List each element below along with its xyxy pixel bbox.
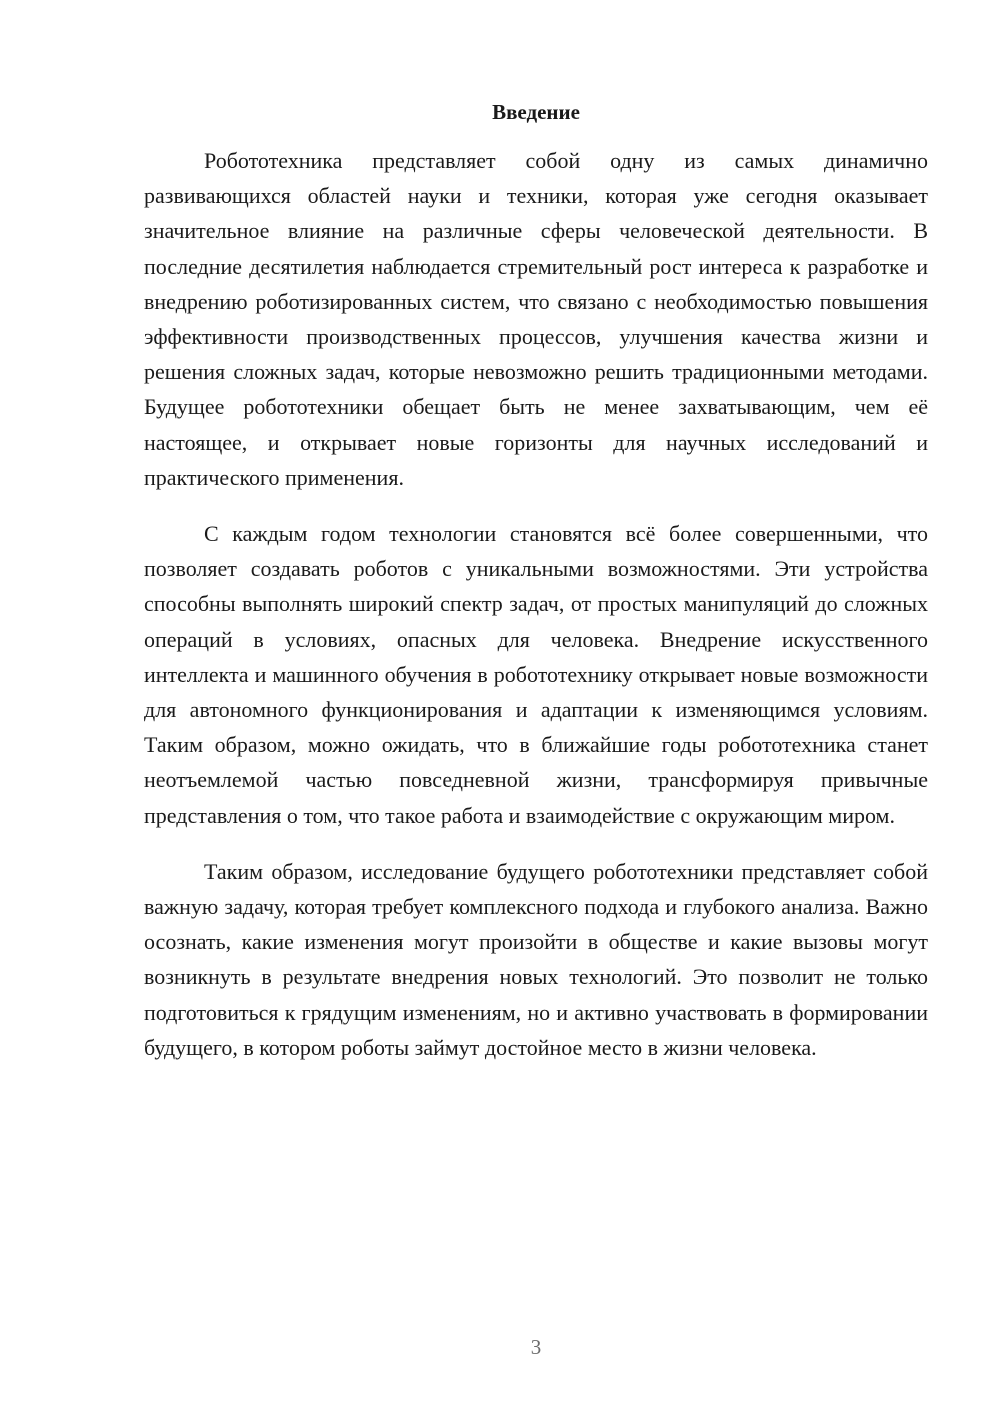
paragraph-3: Таким образом, исследование будущего робототехники представляет собой важную задачу, которая требует комплексного подхода и глубокого анализа. Важно осознать, какие изменения могут произойти в обществе и какие вызовы могут возникнуть в результате внедрения новых технологий. Это позволит не только подготовиться к грядущим изменениям, но и активно участвовать в формировании будущего, в котором роботы займут достойное место в жизни человека. xyxy=(144,858,928,1060)
body-text xyxy=(144,143,928,1086)
paragraph-2: С каждым годом технологии становятся всё более совершенными, что позволяет создавать роботов с уникальными возможностями. Эти устройства способны выполнять широкий спектр задач, от простых манипуляций до сложных операций в условиях, опасных для человека. Внедрение искусственного интеллекта и машинного обучения в робототехнику открывает новые возможности для автономного функционирования и адаптации к изменяющимся условиям. Таким образом, можно ожидать, что в ближайшие годы робототехника станет неотъемлемой частью повседневной жизни, трансформируя привычные представления о том, что такое работа и взаимодействие с окружающим миром. xyxy=(144,521,928,828)
page-number: 3 xyxy=(530,1335,542,1359)
paragraph-1: Робототехника представляет собой одну из самых динамично развивающихся областей науки и техники, которая уже сегодня оказывает значительное влияние на различные сферы человеческой деятельности. В последние десятилетия наблюдается стремительный рост интереса к разработке и внедрению роботизированных систем, что связано с необходимостью повышения эффективности производственных процессов, улучшения качества жизни и решения сложных задач, которые невозможно решить традиционными методами. Будущее робототехники обещает быть не менее захватывающим, чем её настоящее, и открывает новые горизонты для научных исследований и практического применения. xyxy=(144,148,928,490)
page-title: Введение xyxy=(492,100,580,124)
